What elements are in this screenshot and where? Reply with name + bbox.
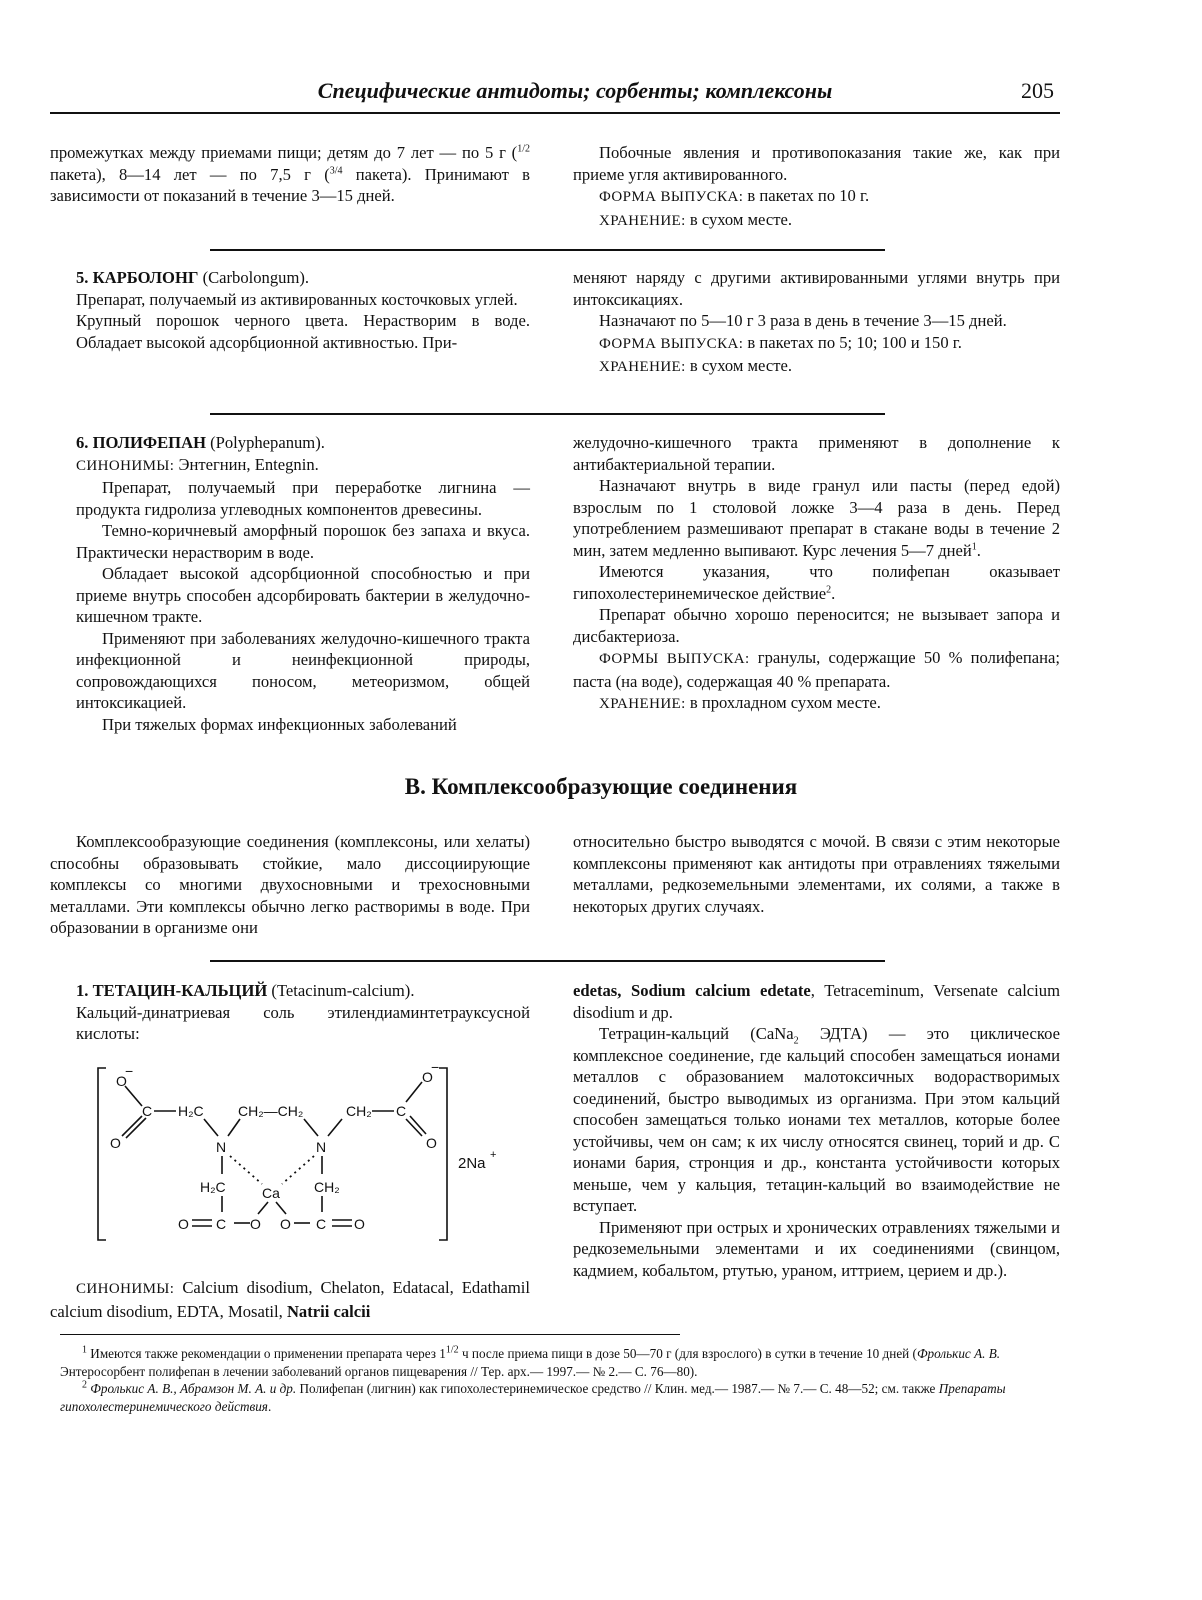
polyphepan-release-forms: ФОРМЫ ВЫПУСКА: гранулы, содержащие 50 % полифепана; паста (на воде), содержащая 40 % препарата. (573, 648, 1060, 691)
group-h2c-lower: H₂C (200, 1179, 226, 1195)
section-intro-text: Комплексообразующие соединения (комплексоны, или хелаты) способны образовывать стойкие, мало диссоциирующие комплексы со многими двухосновными и трехосновными металлами. Эти комплексы обычно легко растворимы в воде. При образовании в организме они (50, 832, 530, 937)
carbolong-right (573, 267, 1060, 379)
tetacin-left (76, 980, 530, 1045)
header-rule (50, 112, 1060, 114)
polyphepan-p4: Применяют при заболеваниях желудочно-кишечного тракта инфекционной и неинфекционной природы, сопровождающихся поносом, метеоризмом, общей интоксикацией. (76, 628, 530, 712)
tetacin-description: Кальций-динатриевая соль этилендиаминтетрауксусной кислоты: (76, 1002, 530, 1043)
edta-structural-formula (92, 1064, 522, 1244)
carbolong-properties: Крупный порошок черного цвета. Нерастворим в воде. Обладает высокой адсорбционной активностью. При- (76, 311, 530, 352)
drug-heading-polyphepan: 6. ПОЛИФЕПАН (Polyphepanum). (76, 433, 325, 452)
footnote-2: $^2$ Фролькис А. В., Абрамзон М. А. и др. Полифепан (лигнин) как гипохолестеринемическое средство // Клин. мед.— 1987.— № 7.— С. 48—52; см. также Препараты гипохолестеринемического действия. (60, 1379, 1006, 1414)
atom-c-lower-1: C (216, 1216, 227, 1232)
section-heading: В. Комплексообразующие соединения (404, 774, 798, 799)
tetacin-mechanism: Тетрацин-кальций (CaNa$_2$ ЭДТА) — это циклическое комплексное соединение, где кальций способен замещаться ионами металлов с образованием малотоксичных водорастворимых соединений, быстро выводимых из организма. При этом кальций способен замещаться только ионами тех металлов, которые более устойчивы, чем он сам; к их числу относятся свинец, торий и др. С ионами бария, стронция и др., константа устойчивости которых меньше, чем у кальция, тетацин-кальций во взаимодействие не вступает. (573, 1024, 1060, 1215)
bracket-left (98, 1068, 106, 1240)
side-effects-text: Побочные явления и противопоказания такие же, как при приеме угля активированного. (573, 143, 1060, 184)
tetacin-synonyms-continued: edetas, Sodium calcium edetate, Tetraceminum, Versenate calcium disodium и др. (573, 981, 1060, 1022)
section-intro-continued: относительно быстро выводятся с мочой. В связи с этим некоторые комплексоны применяют как антидоты при отравлениях тяжелыми металлами, редкоземельными элементами, их солями, а также в некоторых других случаях. (573, 832, 1060, 916)
polyphepan-p3: Обладает высокой адсорбционной способностью и при приеме внутрь способен адсорбировать бактерии в желудочно-кишечном тракте. (76, 564, 530, 626)
bracket-right (439, 1068, 447, 1240)
group-h2c-top-left: H₂C (178, 1103, 204, 1119)
running-title: Специфические антидоты; сорбенты; комплексоны (317, 78, 833, 103)
carbolong-storage: ХРАНЕНИЕ: в сухом месте. (599, 356, 792, 375)
atom-o-right: O (426, 1135, 437, 1151)
polyphepan-right (573, 432, 1060, 716)
release-form: ФОРМА ВЫПУСКА: в пакетах по 10 г. (599, 186, 870, 205)
polyphepan-p1: Препарат, получаемый при переработке лигнина — продукта гидролиза углеводных компонентов древесины. (76, 478, 530, 519)
section-divider (210, 960, 885, 962)
charge-minus-left: − (125, 1064, 134, 1079)
tetacin-synonyms: СИНОНИМЫ: Calcium disodium, Chelaton, Edatacal, Edathamil calcium disodium, EDTA, Mosatil, Natrii calcii (50, 1278, 530, 1321)
polyphepan-p2: Темно-коричневый аморфный порошок без запаха и вкуса. Практически нерастворим в воде. (76, 521, 530, 562)
sodium-charge: + (490, 1149, 497, 1161)
section-divider (210, 249, 885, 251)
carbolong-description: Препарат, получаемый из активированных косточковых углей. (76, 289, 518, 309)
formula-svg (92, 1064, 522, 1244)
group-ch2-top-right: CH₂ (346, 1103, 372, 1119)
atom-c-lower-2: C (316, 1216, 327, 1232)
drug-heading-carbolong: 5. КАРБОЛОНГ (Carbolongum). (76, 268, 310, 287)
polyphepan-storage: ХРАНЕНИЕ: в прохладном сухом месте. (599, 693, 881, 712)
group-ch2-lower: CH₂ (314, 1179, 340, 1195)
atom-n-right: N (316, 1139, 327, 1155)
tetacin-synonyms-block (50, 1277, 530, 1322)
group-ethylene: CH₂—CH₂ (238, 1103, 304, 1119)
footnotes (60, 1345, 1060, 1415)
carbolong-dosage: Назначают по 5—10 г 3 раза в день в течение 3—15 дней. (599, 311, 1007, 330)
polyphepan-synonyms: СИНОНИМЫ: Энтегнин, Entegnin. (76, 454, 319, 474)
tetacin-right (573, 980, 1060, 1281)
polyphepan-r1: желудочно-кишечного тракта применяют в дополнение к антибактериальной терапии. (573, 433, 1060, 474)
tetacin-indications: Применяют при острых и хронических отравлениях тяжелыми и редкоземельными элементами и их соединениями (свинцом, кадмием, кобальтом, ртутью, ураном, иттрием, церием и др.). (573, 1217, 1060, 1280)
atom-ca: Ca (262, 1185, 280, 1201)
section-divider (210, 413, 885, 415)
carbolong-use: меняют наряду с другими активированными углями внутрь при интоксикациях. (573, 268, 1060, 309)
carbolong-release-form: ФОРМА ВЫПУСКА: в пакетах по 5; 10; 100 и 150 г. (599, 332, 962, 352)
atom-o-minus-left: O (116, 1073, 127, 1089)
atom-o-lower-4: O (354, 1216, 365, 1232)
atom-o-lower-1: O (178, 1216, 189, 1232)
dosage-continuation: промежутках между приемами пищи; детям до 7 лет — по 5 г ($^{1/2}$ пакета), 8—14 лет — по 7,5 г ($^{3/4}$ пакета). Принимают в зависимости от показаний в течение 3—15 дней. (50, 143, 530, 205)
footnote-rule (60, 1334, 680, 1335)
polyphepan-r3: Имеются указания, что полифепан оказывает гипохолестеринемическое действие$^2$. (573, 562, 1060, 603)
page-number: 205 (1021, 78, 1054, 103)
atom-n-left: N (216, 1139, 227, 1155)
atom-o-lower-3: O (280, 1216, 291, 1232)
top-right-column (573, 142, 1060, 232)
atom-c-left: C (142, 1103, 153, 1119)
polyphepan-dosage: Назначают внутрь в виде гранул или пасты (перед едой) взрослым по 1 столовой ложке 3—4 раза в день. Перед употреблением размешивают препарат в стакане воды в течение 2 мин, затем медленно выпивают. Курс лечения 5—7 дней$^1$. (573, 476, 1060, 560)
atom-o-minus-right: O (422, 1069, 433, 1085)
atom-o-left: O (110, 1135, 121, 1151)
polyphepan-left (76, 432, 530, 735)
polyphepan-p5: При тяжелых формах инфекционных заболеваний (102, 714, 457, 734)
atom-c-right: C (396, 1103, 407, 1119)
top-left-column (50, 142, 530, 207)
footnote-1: $^1$ Имеются также рекомендации о применении препарата через $1^{1/2}$ ч после приема пищи в дозе 50—70 г (для взрослого) в сутки в течение 10 дней (Фролькис А. В. Энтеросорбент полифепан в лечении заболеваний органов пищеварения // Тер. арх.— 1997.— № 2.— С. 76—80). (60, 1344, 1001, 1379)
charge-minus-right: − (431, 1064, 440, 1075)
section-intro-left (50, 831, 530, 939)
polyphepan-r4: Препарат обычно хорошо переносится; не вызывает запора и дисбактериоза. (573, 605, 1060, 646)
running-header (50, 78, 1060, 112)
sodium-counterion: 2Na (458, 1155, 486, 1172)
drug-heading-tetacin: 1. ТЕТАЦИН-КАЛЬЦИЙ (Tetacinum-calcium). (76, 981, 415, 1000)
section-intro-right (573, 831, 1060, 917)
carbolong-left (76, 267, 530, 353)
storage: ХРАНЕНИЕ: в сухом месте. (599, 209, 792, 229)
atom-o-lower-2: O (250, 1216, 261, 1232)
